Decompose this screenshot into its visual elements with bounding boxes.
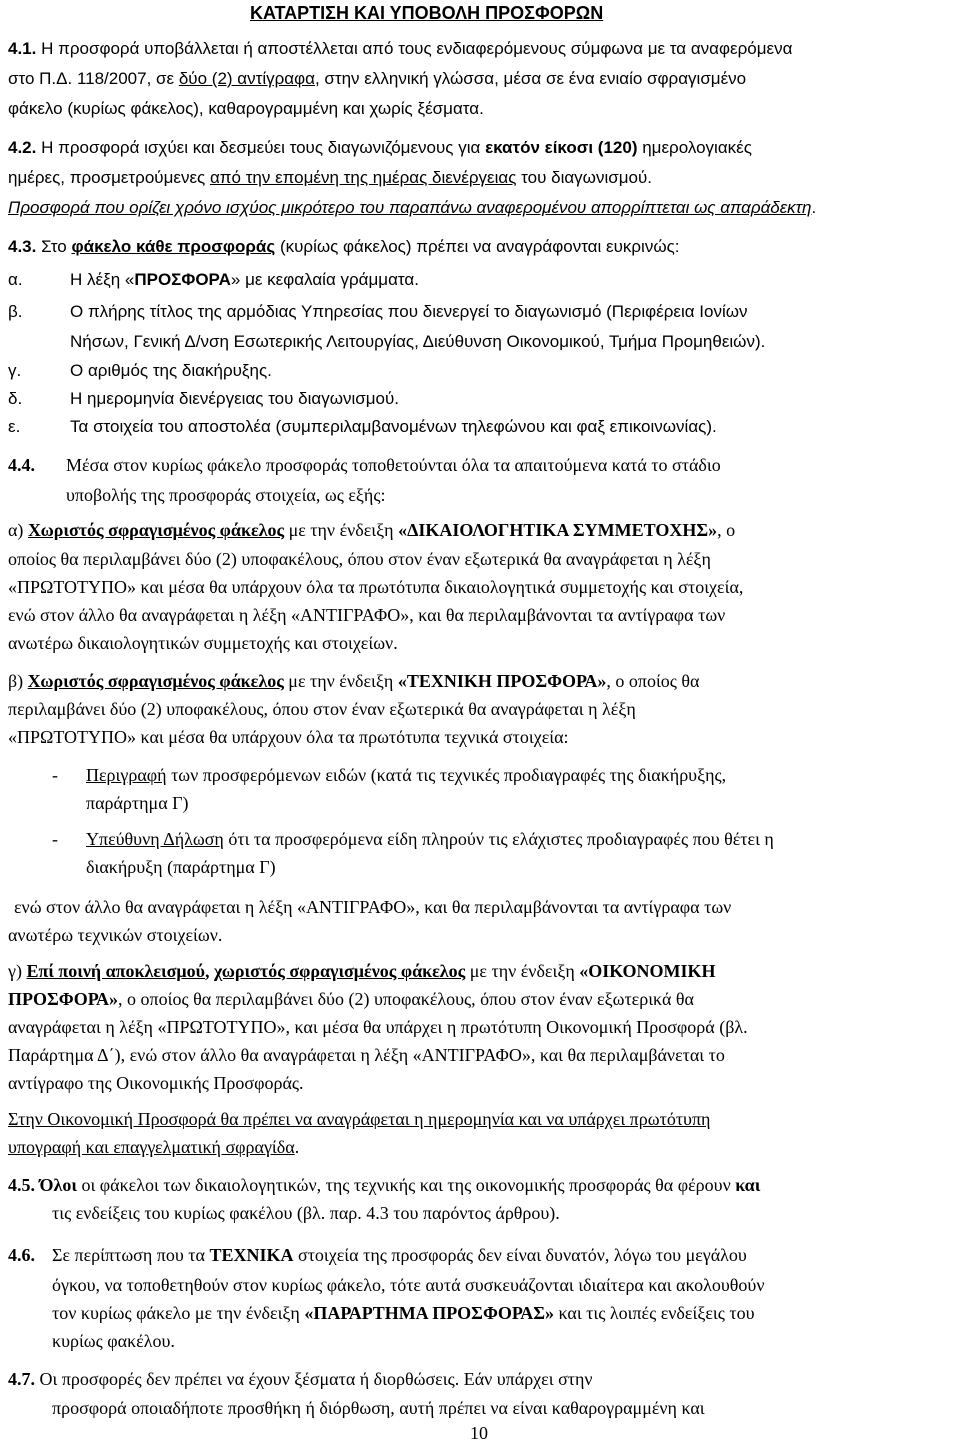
text: Η προσφορά υποβάλλεται ή αποστέλλεται από τους ενδιαφερόμενους σύμφωνα με τα αναφερόμενα [41, 39, 793, 58]
paragraph-4-6-line-3 [52, 1304, 755, 1322]
paragraph-4-6-line-4: κυρίως φακέλου. [52, 1331, 175, 1351]
underlined-text: Περιγραφή [86, 765, 167, 785]
text: Μέσα στον κυρίως φάκελο προσφοράς τοποθετούνται όλα τα απαιτούμενα κατά το στάδιο [66, 455, 721, 475]
dash-bullet: - [52, 829, 58, 849]
text: με την ένδειξη [283, 671, 398, 691]
section-number: 4.3. [8, 237, 37, 256]
text: του διαγωνισμού. [516, 168, 652, 187]
paragraph-4-7-line-1 [8, 1370, 593, 1388]
envelope-a-line-4: ενώ στον άλλο θα αναγράφεται η λέξη «ΑΝΤΙΓΡΑΦΟ», και θα περιλαμβάνονται τα αντίγραφα των [8, 605, 726, 625]
list-item-g-marker: γ. [8, 361, 22, 380]
envelope-c-line-5: αντίγραφο της Οικονομικής Προσφοράς. [8, 1073, 304, 1093]
envelope-a-line-1 [8, 521, 735, 539]
underlined-text: δύο (2) αντίγραφα [178, 69, 315, 88]
paragraph-4-5-line-2: τις ενδείξεις του κυρίως φακέλου (βλ. παρ. 4.3 του παρόντος άρθρου). [52, 1203, 560, 1223]
paragraph-4-1-line-2 [8, 70, 746, 87]
list-item-b-marker: β. [8, 302, 23, 321]
section-number: 4.5. [8, 1175, 35, 1195]
list-item-d-text: Η ημερομηνία διενέργειας του διαγωνισμού. [70, 389, 400, 408]
section-number: 4.1. [8, 39, 37, 58]
paragraph-4-4-line-2: υποβολής της προσφοράς στοιχεία, ως εξής: [66, 485, 386, 505]
list-item-a-text [70, 271, 419, 288]
list-item-g-text: Ο αριθμός της διακήρυξης. [70, 361, 272, 380]
text: . [294, 1137, 300, 1157]
envelope-b-line-3: «ΠΡΩΤΟΤΥΠΟ» και μέσα θα υπάρχουν όλα τα πρωτότυπα τεχνικά στοιχεία: [8, 727, 569, 747]
text: » με κεφαλαία γράμματα. [230, 270, 419, 289]
text: με την ένδειξη [284, 520, 399, 540]
underlined-text: Υπεύθυνη Δήλωση [86, 829, 224, 849]
text: τον κυρίως φάκελο με την ένδειξη [52, 1303, 305, 1323]
section-number: 4.4. [8, 455, 35, 475]
envelope-a-line-3: «ΠΡΩΤΟΤΥΠΟ» και μέσα θα υπάρχουν όλα τα πρωτότυπα δικαιολογητικά συμμετοχής και στοιχεία, [8, 577, 744, 597]
financial-note-line-1: Στην Οικονομική Προσφορά θα πρέπει να αναγράφεται η ημερομηνία και να υπάρχει πρωτότυπη [8, 1109, 711, 1129]
list-item-e-marker: ε. [8, 417, 21, 436]
bold-text: «ΤΕΧΝΙΚΗ ΠΡΟΣΦΟΡΑ» [397, 671, 607, 691]
paragraph-4-7-line-2: προσφορά οποιαδήποτε προσθήκη ή διόρθωση, αυτή πρέπει να είναι καθαρογραμμένη και [52, 1398, 705, 1418]
technical-item-2-line-1 [86, 830, 774, 848]
section-number: 4.7. [8, 1369, 35, 1389]
bold-underlined-text: Χωριστός σφραγισμένος φάκελος [27, 671, 284, 691]
text: στοιχεία της προσφοράς δεν είναι δυνατόν, λόγω του μεγάλου [293, 1245, 747, 1265]
bold-underlined-text: Επί ποινή αποκλεισμού [26, 961, 205, 981]
section-number: 4.6. [8, 1245, 35, 1265]
bold-text: εκατόν είκοσι (120) [485, 138, 638, 157]
paragraph-4-1-line-1 [8, 40, 952, 57]
text: με την ένδειξη [465, 961, 580, 981]
paragraph-4-5-line-1 [8, 1176, 760, 1194]
underlined-text: υπογραφή και επαγγελματική σφραγίδα [8, 1137, 295, 1157]
envelope-c-line-3: αναγράφεται η λέξη «ΠΡΩΤΟΤΥΠΟ», και μέσα θα υπάρχει η πρωτότυπη Οικονομική Προσφορά (βλ. [8, 1017, 748, 1037]
text: και τις λοιπές ενδείξεις του [554, 1303, 755, 1323]
envelope-b-copy-line-2: ανωτέρω τεχνικών στοιχείων. [8, 925, 223, 945]
document-title: ΚΑΤΑΡΤΙΣΗ ΚΑΙ ΥΠΟΒΟΛΗ ΠΡΟΣΦΟΡΩΝ [250, 3, 604, 23]
paragraph-4-6-line-1 [8, 1246, 747, 1264]
technical-item-1-line-2: παράρτημα Γ) [86, 793, 189, 813]
list-item-d-marker: δ. [8, 389, 23, 408]
envelope-c-line-4: Παράρτημα Δ΄), ενώ στον άλλο θα αναγράφεται η λέξη «ΑΝΤΙΓΡΑΦΟ», και θα περιλαμβάνεται το [8, 1045, 725, 1065]
text: β) [8, 671, 28, 691]
text: α) [8, 520, 28, 540]
financial-note-line-2 [8, 1138, 299, 1156]
bold-text: ΠΡΟΣΦΟΡΑ [134, 270, 231, 289]
text: , ο [717, 520, 736, 540]
envelope-b-line-1 [8, 672, 700, 690]
bold-text: ΤΕΧΝΙΚΑ [209, 1245, 294, 1265]
envelope-a-line-2: οποίος θα περιλαμβάνει δύο (2) υποφακέλους, όπου στον έναν εξωτερικά θα αναγράφεται η λέξη [8, 549, 711, 569]
bold-text: Όλοι [39, 1175, 77, 1195]
paragraph-4-6-line-2: όγκου, να τοποθετηθούν στον κυρίως φάκελο, τότε αυτά συσκευάζονται ιδιαίτερα και ακολουθούν [52, 1275, 765, 1295]
paragraph-4-1-line-3: φάκελο (κυρίως φάκελος), καθαρογραμμένη και χωρίς ξέσματα. [8, 99, 484, 118]
envelope-c-line-1 [8, 962, 716, 980]
list-item-b-line-2: Νήσων, Γενική Δ/νση Εσωτερικής Λειτουργίας, Διεύθυνση Οικονομικού, Τμήμα Προμηθειών). [70, 332, 766, 351]
paragraph-4-2-line-3 [8, 199, 816, 216]
text: στο Π.Δ. 118/2007, σε [8, 69, 179, 88]
paragraph-4-4-line-1 [8, 456, 721, 474]
bold-text: , [204, 961, 214, 981]
text: Σε περίπτωση που τα [52, 1245, 210, 1265]
text: Οι προσφορές δεν πρέπει να έχουν ξέσματα ή διορθώσεις. Εάν υπάρχει στην [39, 1369, 593, 1389]
text: , στην ελληνική γλώσσα, μέσα σε ένα ενιαίο σφραγισμένο [314, 69, 747, 88]
text: (κυρίως φάκελος) πρέπει να αναγράφονται ευκρινώς: [275, 237, 680, 256]
list-item-a-marker: α. [8, 270, 23, 289]
list-item-b-line-1: Ο πλήρης τίτλος της αρμόδιας Υπηρεσίας που διενεργεί το διαγωνισμό (Περιφέρεια Ιονίων [70, 302, 748, 321]
paragraph-4-2-line-1 [8, 139, 752, 156]
text: ημερολογιακές [637, 138, 752, 157]
paragraph-4-2-line-2 [8, 169, 652, 186]
bold-text: «ΠΑΡΑΡΤΗΜΑ ΠΡΟΣΦΟΡΑΣ» [304, 1303, 554, 1323]
text: των προσφερόμενων ειδών (κατά τις τεχνικές προδιαγραφές της διακήρυξης, [166, 765, 727, 785]
list-item-e-text: Τα στοιχεία του αποστολέα (συμπεριλαμβανομένων τηλεφώνου και φαξ επικοινωνίας). [70, 417, 717, 436]
technical-item-2-line-2: διακήρυξη (παράρτημα Γ) [86, 857, 276, 877]
text: , ο οποίος θα περιλαμβάνει δύο (2) υποφακέλους, όπου στον έναν εξωτερικά θα [118, 989, 694, 1009]
bold-text: ΠΡΟΣΦΟΡΑ» [8, 989, 119, 1009]
bold-text: και [735, 1175, 761, 1195]
bold-text: «ΟΙΚΟΝΟΜΙΚΗ [579, 961, 716, 981]
text: οι φάκελοι των δικαιολογητικών, της τεχνικής και της οικονομικής προσφοράς θα φέρουν [76, 1175, 736, 1195]
text: ότι τα προσφερόμενα είδη πληρούν τις ελάχιστες προδιαγραφές που θέτει η [223, 829, 774, 849]
bold-text: «ΔΙΚΑΙΟΛΟΓΗΤΙΚΑ ΣΥΜΜΕΤΟΧΗΣ» [398, 520, 718, 540]
italic-underlined-text: Προσφορά που ορίζει χρόνο ισχύος μικρότερο του παραπάνω αναφερομένου απορρίπτεται ως απαράδεκτη [8, 198, 812, 217]
text: γ) [8, 961, 27, 981]
dash-bullet: - [52, 765, 58, 785]
text: Η λέξη « [70, 270, 135, 289]
paragraph-4-3-line-1 [8, 238, 680, 255]
bold-underlined-text: φάκελο κάθε προσφοράς [71, 237, 276, 256]
section-number: 4.2. [8, 138, 37, 157]
technical-item-1-line-1 [86, 766, 726, 784]
text: . [811, 198, 817, 217]
text: , ο οποίος θα [606, 671, 700, 691]
envelope-b-line-2: περιλαμβάνει δύο (2) υποφακέλους, όπου στον έναν εξωτερικά θα αναγράφεται η λέξη [8, 699, 636, 719]
underlined-text: από την επομένη της ημέρας διενέργειας [209, 168, 517, 187]
text: Στο [41, 237, 72, 256]
bold-underlined-text: Χωριστός σφραγισμένος φάκελος [27, 520, 285, 540]
envelope-c-line-2 [8, 990, 694, 1008]
envelope-a-line-5: ανωτέρω δικαιολογητικών συμμετοχής και στοιχείων. [8, 633, 398, 653]
text: Η προσφορά ισχύει και δεσμεύει τους διαγωνιζόμενους για [41, 138, 486, 157]
bold-underlined-text: χωριστός σφραγισμένος φάκελος [213, 961, 466, 981]
text: ημέρες, προσμετρούμενες [8, 168, 210, 187]
page-number: 10 [470, 1423, 488, 1443]
envelope-b-copy-line-1: ενώ στον άλλο θα αναγράφεται η λέξη «ΑΝΤΙΓΡΑΦΟ», και θα περιλαμβάνονται τα αντίγραφα των [14, 897, 732, 917]
